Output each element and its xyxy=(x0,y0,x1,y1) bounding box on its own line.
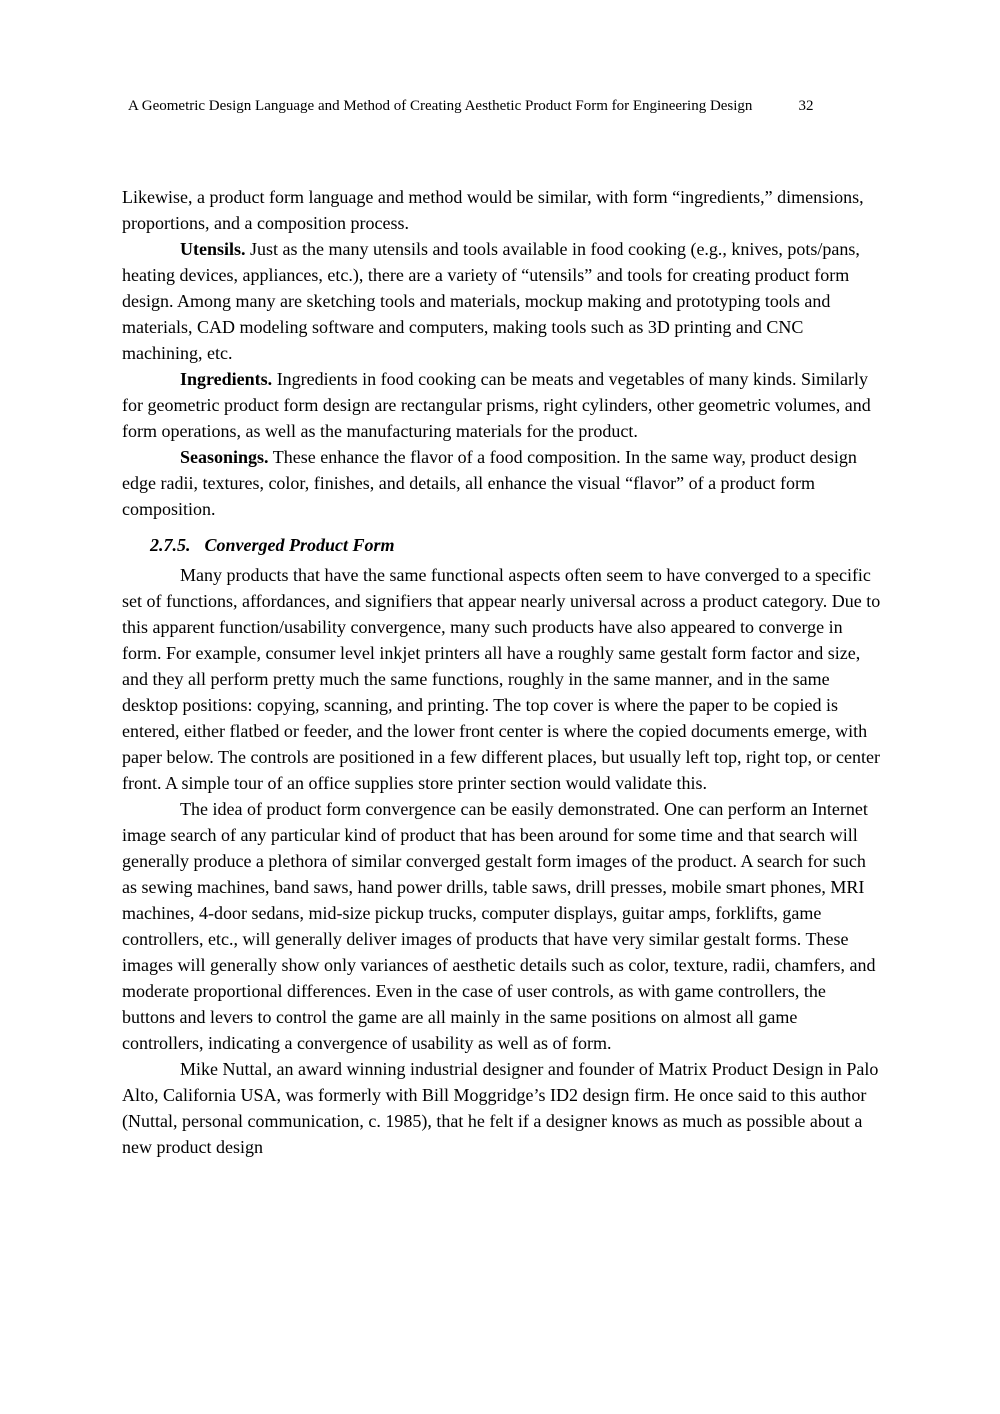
paragraph-ingredients-text: Ingredients in food cooking can be meats and vegetables of many kinds. Similarly for geometric product form design are rectangular prisms, right cylinders, other geometric volumes, and form operations, as well as the manufacturing materials for the product. xyxy=(122,369,871,441)
paragraph-utensils xyxy=(122,236,882,366)
running-head-title: A Geometric Design Language and Method of Creating Aesthetic Product Form for Engineering Design xyxy=(128,98,753,114)
paragraph-converged-2 xyxy=(122,796,882,1056)
section-heading xyxy=(122,532,882,558)
section-heading-number: 2.7.5. xyxy=(150,535,191,555)
paragraph-seasonings-text: These enhance the flavor of a food composition. In the same way, product design edge radii, textures, color, finishes, and details, all enhance the visual “flavor” of a product form composition. xyxy=(122,447,857,519)
section-heading-title: Converged Product Form xyxy=(204,535,395,555)
paragraph-converged-1 xyxy=(122,562,882,796)
page-number: 32 xyxy=(798,98,814,114)
paragraph-utensils-lead: Utensils. xyxy=(180,239,246,259)
paragraph-utensils-text: Just as the many utensils and tools available in food cooking (e.g., knives, pots/pans, heating devices, appliances, etc.), there are a variety of “utensils” and tools for creating product form design. Among many are sketching tools and materials, mockup making and prototyping tools and materials, CAD modeling software and computers, making tools such as 3D printing and CNC machining, etc. xyxy=(122,239,860,363)
paragraph-intro xyxy=(122,184,882,236)
paragraph-intro-text: Likewise, a product form language and method would be similar, with form “ingredients,” dimensions, proportions, and a composition process. xyxy=(122,187,864,233)
paragraph-ingredients xyxy=(122,366,882,444)
document-body xyxy=(122,184,882,1160)
running-header xyxy=(122,96,882,116)
paragraph-seasonings-lead: Seasonings. xyxy=(180,447,269,467)
paragraph-converged-3-text: Mike Nuttal, an award winning industrial designer and founder of Matrix Product Design in Palo Alto, California USA, was formerly with Bill Moggridge’s ID2 design firm. He once said to this author (Nuttal, personal communication, c. 1985), that he felt if a designer knows as much as possible about a new product design xyxy=(122,1059,879,1157)
paragraph-converged-1-text: Many products that have the same functional aspects often seem to have converged to a specific set of functions, affordances, and signifiers that appear nearly universal across a product category. Due to this apparent function/usability convergence, many such products have also appeared to converge in form. For example, consumer level inkjet printers all have a roughly same gestalt form factor and size, and they all perform pretty much the same functions, roughly in the same manner, and in the same desktop positions: copying, scanning, and printing. The top cover is where the paper to be copied is entered, either flatbed or feeder, and the lower front center is where the copied documents emerge, with paper below. The controls are positioned in a few different places, but usually left top, right top, or center front. A simple tour of an office supplies store printer section would validate this. xyxy=(122,565,881,793)
paragraph-converged-2-text: The idea of product form convergence can be easily demonstrated. One can perform an Internet image search of any particular kind of product that has been around for some time and that search will generally produce a plethora of similar converged gestalt form images of the product. A search for such as sewing machines, band saws, hand power drills, table saws, drill presses, mobile smart phones, MRI machines, 4-door sedans, mid-size pickup trucks, computer displays, guitar amps, forklifts, game controllers, etc., will generally deliver images of products that have very similar gestalt forms. These images will generally show only variances of aesthetic details such as color, texture, radii, chamfers, and moderate proportional differences. Even in the case of user controls, as with game controllers, the buttons and levers to control the game are all mainly in the same positions on almost all game controllers, indicating a convergence of usability as well as of form. xyxy=(122,799,876,1053)
paragraph-converged-3 xyxy=(122,1056,882,1160)
paragraph-seasonings xyxy=(122,444,882,522)
paragraph-ingredients-lead: Ingredients. xyxy=(180,369,273,389)
